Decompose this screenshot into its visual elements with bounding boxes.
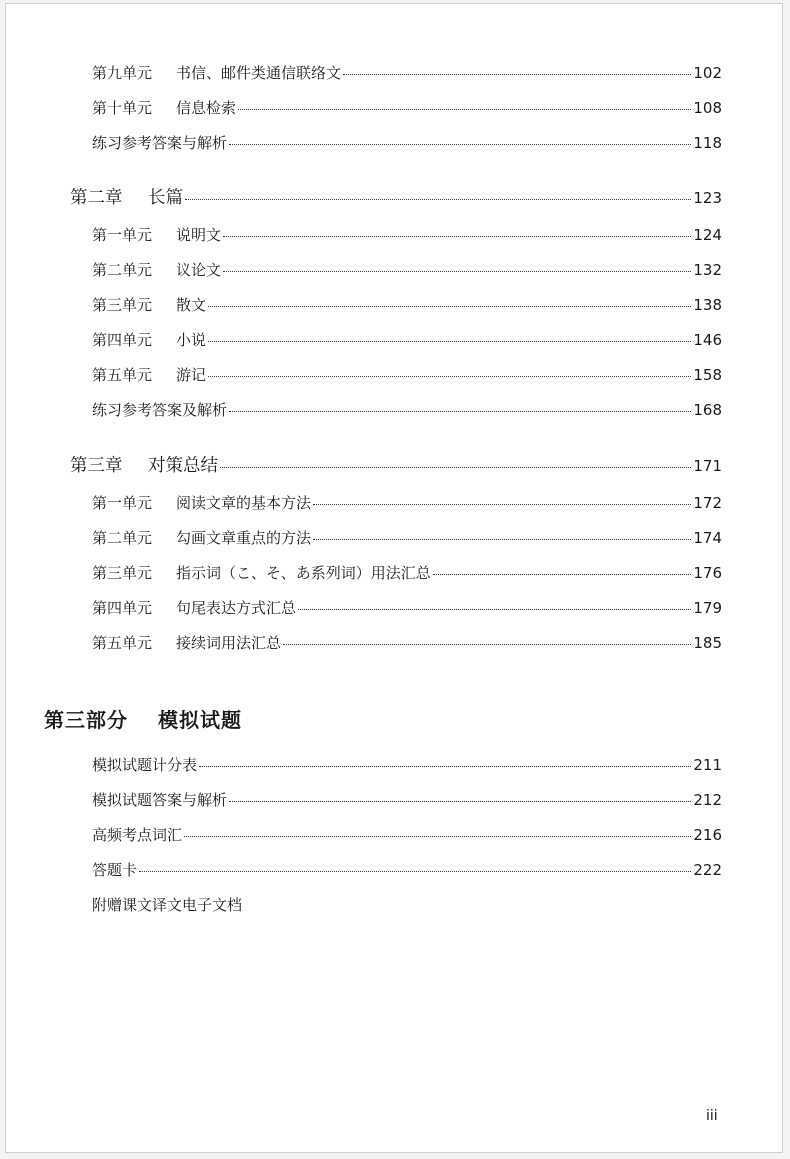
toc-page <box>5 3 783 1153</box>
page-ref: 171 <box>693 457 722 475</box>
page-ref: 212 <box>693 791 722 809</box>
toc-entry[interactable] <box>92 597 722 618</box>
entry-title: 句尾表达方式汇总 <box>176 599 297 617</box>
page-ref: 146 <box>693 331 722 349</box>
leader-dots <box>229 144 691 145</box>
entry-title: 勾画文章重点的方法 <box>176 529 312 547</box>
entry-title: 接续词用法汇总 <box>176 634 282 652</box>
leader-dots <box>184 836 691 837</box>
entry-title: 散文 <box>176 296 207 314</box>
chapter-heading[interactable] <box>70 184 722 209</box>
page-ref: 132 <box>693 261 722 279</box>
page-ref: 123 <box>693 189 722 207</box>
page-ref: 168 <box>693 401 722 419</box>
leader-dots <box>223 236 691 237</box>
entry-title: 练习参考答案及解析 <box>92 401 228 419</box>
toc-entry[interactable] <box>92 754 722 775</box>
leader-dots <box>220 467 691 468</box>
leader-dots <box>208 306 691 307</box>
leader-dots <box>313 504 691 505</box>
chapter-label: 第三章 <box>70 456 123 476</box>
part-label: 第三部分 <box>44 708 128 732</box>
entry-title: 议论文 <box>176 261 222 279</box>
leader-dots <box>208 376 691 377</box>
unit-label: 第五单元 <box>92 366 153 384</box>
page-ref: 102 <box>693 64 722 82</box>
toc-entry[interactable] <box>92 364 722 385</box>
toc-entry[interactable] <box>92 492 722 513</box>
toc-entry[interactable] <box>92 329 722 350</box>
leader-dots <box>223 271 691 272</box>
leader-dots <box>283 644 691 645</box>
page-ref: 138 <box>693 296 722 314</box>
leader-dots <box>199 766 691 767</box>
chapter-heading[interactable] <box>70 452 722 477</box>
entry-title: 信息检索 <box>176 99 237 117</box>
entry-title: 游记 <box>176 366 207 384</box>
toc-entry[interactable] <box>92 259 722 280</box>
entry-title: 高频考点词汇 <box>92 826 183 844</box>
toc-entry[interactable] <box>92 527 722 548</box>
leader-dots <box>208 341 691 342</box>
toc-entry[interactable] <box>92 859 722 880</box>
unit-label: 第一单元 <box>92 494 153 512</box>
leader-dots <box>238 109 691 110</box>
entry-title: 答题卡 <box>92 861 138 879</box>
unit-label: 第五单元 <box>92 634 153 652</box>
toc-entry[interactable] <box>92 789 722 810</box>
toc-entry[interactable] <box>92 132 722 153</box>
page-ref: 216 <box>693 826 722 844</box>
leader-dots <box>229 801 691 802</box>
unit-label: 第九单元 <box>92 64 153 82</box>
toc-entry[interactable] <box>92 224 722 245</box>
page-ref: 174 <box>693 529 722 547</box>
unit-label: 第四单元 <box>92 331 153 349</box>
leader-dots <box>298 609 691 610</box>
chapter-title: 对策总结 <box>148 456 218 476</box>
page-ref: 108 <box>693 99 722 117</box>
page-ref: 211 <box>693 756 722 774</box>
page-ref: 158 <box>693 366 722 384</box>
unit-label: 第一单元 <box>92 226 153 244</box>
leader-dots <box>343 74 691 75</box>
page-ref: 176 <box>693 564 722 582</box>
part-heading[interactable] <box>44 704 242 733</box>
unit-label: 第十单元 <box>92 99 153 117</box>
toc-entry[interactable] <box>92 399 722 420</box>
leader-dots <box>229 411 691 412</box>
page-ref: 185 <box>693 634 722 652</box>
entry-title: 小说 <box>176 331 207 349</box>
entry-title: 模拟试题答案与解析 <box>92 791 228 809</box>
toc-entry[interactable] <box>92 294 722 315</box>
toc-entry[interactable] <box>92 824 722 845</box>
page-ref: 118 <box>693 134 722 152</box>
page-ref: 179 <box>693 599 722 617</box>
entry-title: 模拟试题计分表 <box>92 756 198 774</box>
entry-title: 练习参考答案与解析 <box>92 134 228 152</box>
bonus-entry[interactable]: 附赠课文译文电子文档 <box>92 896 243 914</box>
unit-label: 第二单元 <box>92 529 153 547</box>
toc-entry[interactable] <box>92 62 722 83</box>
entry-title: 阅读文章的基本方法 <box>176 494 312 512</box>
unit-label: 第二单元 <box>92 261 153 279</box>
leader-dots <box>185 199 691 200</box>
unit-label: 第四单元 <box>92 599 153 617</box>
toc-entry[interactable] <box>92 562 722 583</box>
page-ref: 124 <box>693 226 722 244</box>
entry-title: 说明文 <box>176 226 222 244</box>
page-ref: 172 <box>693 494 722 512</box>
entry-title: 指示词（こ、そ、あ系列词）用法汇总 <box>176 564 431 582</box>
leader-dots <box>313 539 691 540</box>
page-ref: 222 <box>693 861 722 879</box>
toc-entry[interactable] <box>92 632 722 653</box>
entry-title: 书信、邮件类通信联络文 <box>176 64 342 82</box>
unit-label: 第三单元 <box>92 564 153 582</box>
chapter-title: 长篇 <box>148 188 183 208</box>
page-number: iii <box>706 1108 718 1124</box>
chapter-label: 第二章 <box>70 188 123 208</box>
part-title: 模拟试题 <box>158 708 242 732</box>
unit-label: 第三单元 <box>92 296 153 314</box>
leader-dots <box>139 871 691 872</box>
toc-entry[interactable] <box>92 97 722 118</box>
leader-dots <box>433 574 692 575</box>
